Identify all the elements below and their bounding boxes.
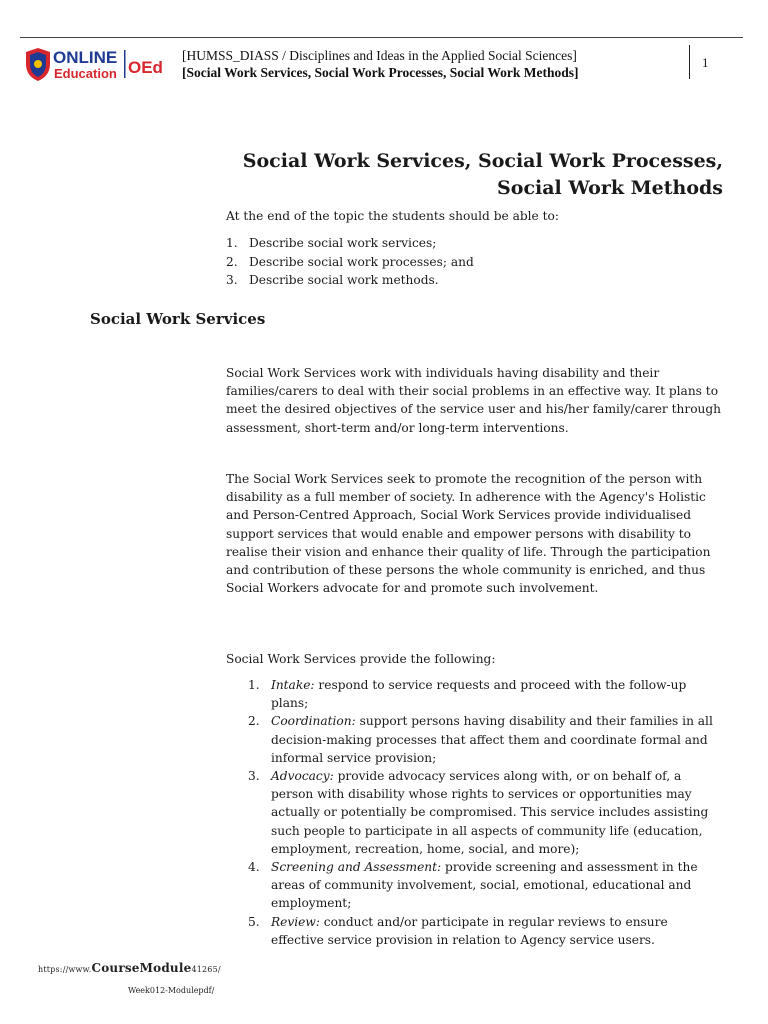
- footer-url-line-2: Week012-Modulepdf/: [128, 986, 215, 995]
- coursemodule-wordmark: CourseModule: [91, 961, 192, 975]
- title-line-1: Social Work Services, Social Work Processes,: [242, 150, 723, 172]
- paragraph-2: The Social Work Services seek to promote the recognition of the person with disability as a full member of society. In adherence with the Agency's Holistic and Person-Centred Approach, Social Work Services provide individualised support services that would enable and empower persons with disability to realise their vision and enhance their quality of life. Through the participation and contribution of these persons the whole community is enriched, and thus Social Workers advocate for and promote such involvement.: [226, 472, 711, 596]
- svg-text:OEd: OEd: [128, 58, 163, 77]
- objective-item: 3. Describe social work methods.: [226, 273, 439, 287]
- page-number: 1: [702, 55, 709, 70]
- service-item: 4. Screening and Assessment: provide screening and assessment in the areas of community involvement, social, emotional, educational and employment;: [248, 860, 698, 911]
- topic-line: [Social Work Services, Social Work Processes, Social Work Methods]: [182, 65, 579, 80]
- title-line-2: Social Work Methods: [497, 177, 723, 199]
- svg-text:ONLINE: ONLINE: [53, 48, 118, 67]
- paragraph-1: Social Work Services work with individuals having disability and their families/carers to deal with their social problems in an effective way. It plans to meet the desired objectives of the service user and his/her family/carer through assessment, short-term and/or long-term interventions.: [226, 366, 722, 435]
- service-item: 3. Advocacy: provide advocacy services along with, or on behalf of, a person with disability whose rights to services or opportunities may actually or potentially be compromised. This service includes assisting such people to participate in all aspects of community life (education, employment, recreation, home, social, and more);: [248, 769, 709, 856]
- header-divider: [689, 45, 690, 79]
- objectives-intro: At the end of the topic the students should be able to:: [226, 209, 559, 223]
- objective-item: 1. Describe social work services;: [226, 236, 437, 250]
- objectives-list: [226, 234, 474, 290]
- footer-url: https://www.CourseModule41265/: [38, 961, 221, 975]
- header-course-info: [182, 47, 579, 81]
- services-list: [248, 676, 716, 949]
- service-item: 1. Intake: respond to service requests and proceed with the follow-up plans;: [248, 678, 687, 711]
- header-rule: [20, 37, 743, 38]
- paragraph-3: Social Work Services provide the following:: [226, 652, 496, 666]
- service-item: 5. Review: conduct and/or participate in regular reviews to ensure effective service provision in relation to Agency service users.: [248, 914, 668, 947]
- section-heading: Social Work Services: [90, 310, 266, 328]
- svg-text:Education: Education: [54, 66, 117, 81]
- objective-item: 2. Describe social work processes; and: [226, 254, 474, 269]
- course-line: [HUMSS_DIASS / Disciplines and Ideas in the Applied Social Sciences]: [182, 48, 577, 63]
- service-item: 2. Coordination: support persons having disability and their families in all decision-making processes that affect them and coordinate formal and informal service provision;: [248, 714, 713, 765]
- document-title: [203, 148, 723, 202]
- online-education-logo: [24, 46, 176, 82]
